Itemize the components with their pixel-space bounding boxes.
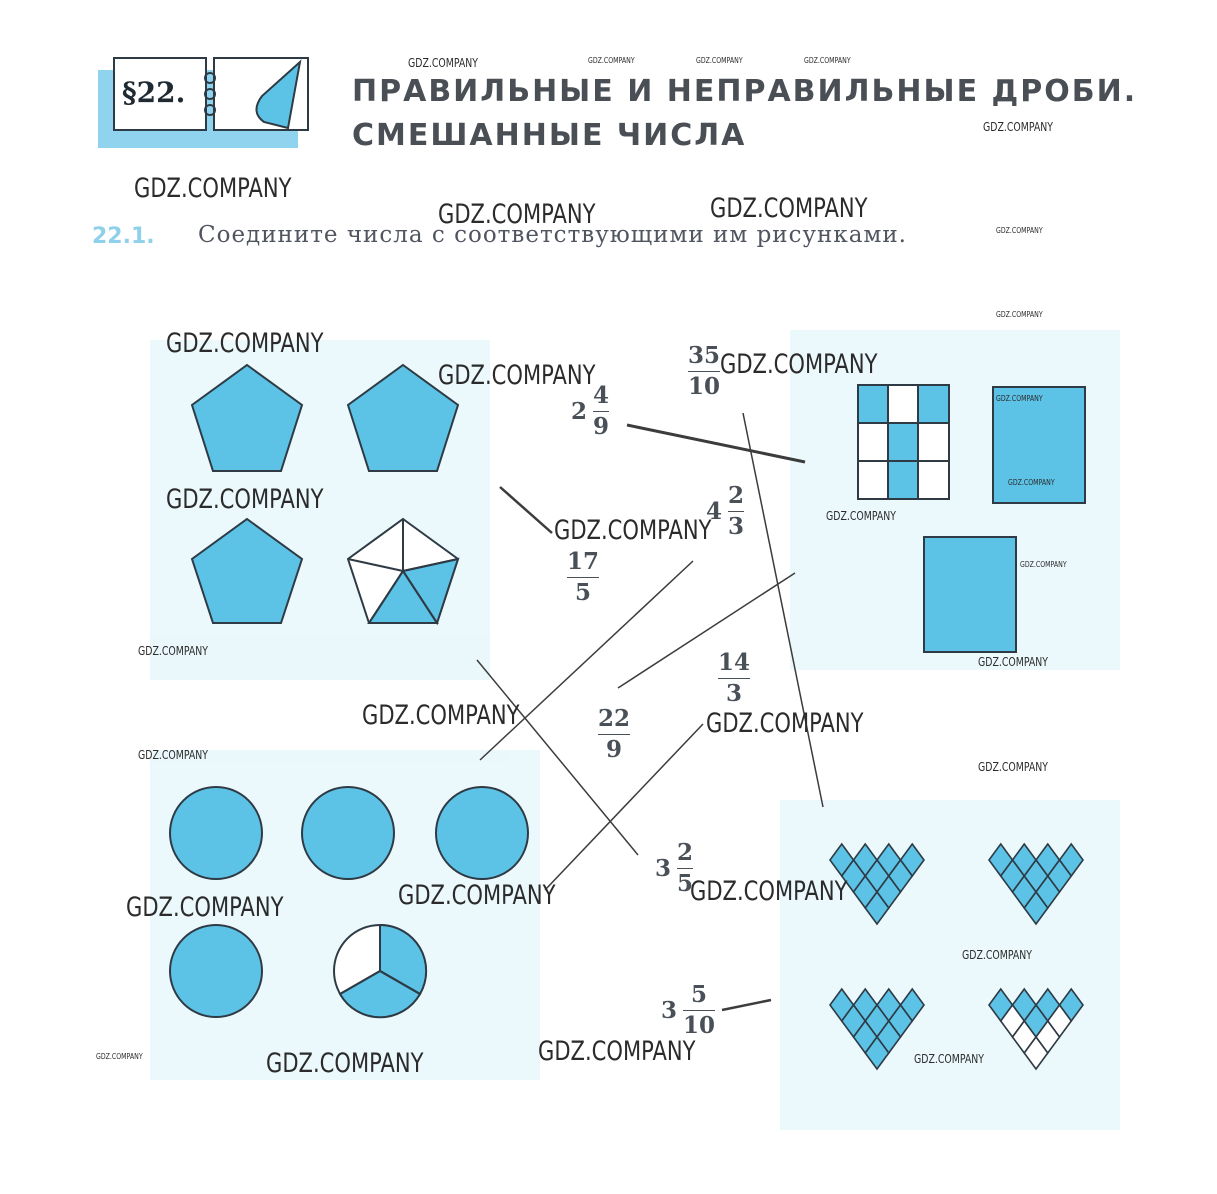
watermark: GDZ.COMPANY: [978, 655, 1049, 669]
background-tint: [150, 330, 1120, 1130]
mixed-3-2-5: [655, 840, 693, 897]
whole-part: 3: [661, 997, 678, 1024]
watermark: GDZ.COMPANY: [538, 1036, 696, 1067]
fraction-bar: [598, 734, 630, 735]
watermark: GDZ.COMPANY: [690, 876, 848, 907]
watermark: GDZ.COMPANY: [438, 360, 596, 391]
numerator: 2: [728, 482, 745, 509]
watermark: GDZ.COMPANY: [996, 394, 1043, 403]
circle-full: [170, 787, 262, 879]
numerator: 4: [593, 382, 610, 409]
watermark: GDZ.COMPANY: [1008, 478, 1055, 487]
fraction-35-10: [688, 343, 720, 400]
watermark: GDZ.COMPANY: [438, 199, 596, 230]
denominator: 9: [606, 736, 623, 763]
circle-full: [302, 787, 394, 879]
denominator: 10: [683, 1012, 716, 1039]
fraction-part: [683, 982, 715, 1039]
numerator: 17: [567, 548, 600, 575]
fraction-bar: [683, 1010, 715, 1011]
fraction-22-9: [598, 706, 630, 763]
watermark: GDZ.COMPANY: [996, 226, 1043, 235]
denominator: 10: [688, 373, 721, 400]
numerator: 22: [598, 705, 631, 732]
watermark: GDZ.COMPANY: [588, 56, 635, 65]
fraction-17-5: [567, 549, 599, 606]
watermark: GDZ.COMPANY: [696, 56, 743, 65]
watermark: GDZ.COMPANY: [978, 760, 1049, 774]
whole-part: 3: [655, 855, 672, 882]
numerator: 14: [718, 649, 751, 676]
numerator: 35: [688, 342, 721, 369]
title-line-2: СМЕШАННЫЕ ЧИСЛА: [352, 118, 747, 153]
fraction-bar: [718, 678, 750, 679]
watermark: GDZ.COMPANY: [166, 328, 324, 359]
page-title: [352, 70, 1137, 158]
fraction-part: [593, 383, 609, 440]
watermark: GDZ.COMPANY: [138, 644, 209, 658]
watermark: GDZ.COMPANY: [138, 748, 209, 762]
watermark: GDZ.COMPANY: [134, 173, 292, 204]
exercise-number: 22.1.: [92, 224, 155, 249]
mixed-4-2-3: [706, 483, 744, 540]
whole-part: 2: [571, 398, 588, 425]
denominator: 5: [677, 870, 694, 897]
connect-line: [627, 425, 805, 462]
fraction-bar: [728, 511, 744, 512]
connect-line: [618, 573, 795, 688]
denominator: 5: [575, 579, 592, 606]
circle-full: [170, 925, 262, 1017]
watermark: GDZ.COMPANY: [408, 56, 479, 70]
title-line-1: ПРАВИЛЬНЫЕ И НЕПРАВИЛЬНЫЕ ДРОБИ.: [352, 74, 1138, 109]
watermark: GDZ.COMPANY: [962, 948, 1033, 962]
grid-rectangle: [858, 385, 949, 499]
numerator: 2: [677, 839, 694, 866]
watermark: GDZ.COMPANY: [362, 700, 520, 731]
watermark: GDZ.COMPANY: [166, 484, 324, 515]
watermark: GDZ.COMPANY: [804, 56, 851, 65]
exercise-instruction: Соедините числа с соответствующими им рисунками.: [198, 222, 907, 248]
watermark: GDZ.COMPANY: [1020, 560, 1067, 569]
mixed-2-4-9: [571, 383, 609, 440]
watermark: GDZ.COMPANY: [826, 509, 897, 523]
denominator: 3: [726, 680, 743, 707]
watermark: GDZ.COMPANY: [96, 1052, 143, 1061]
rectangle-full: [924, 537, 1016, 652]
fraction-part: [728, 483, 744, 540]
watermark: GDZ.COMPANY: [266, 1048, 424, 1079]
fraction-bar: [677, 868, 693, 869]
numerator: 5: [691, 981, 708, 1008]
fraction-bar: [567, 577, 599, 578]
fraction-bar: [688, 371, 720, 372]
watermark: GDZ.COMPANY: [914, 1052, 985, 1066]
watermark: GDZ.COMPANY: [706, 708, 864, 739]
connect-line: [500, 487, 552, 533]
denominator: 3: [728, 513, 745, 540]
fraction-14-3: [718, 650, 750, 707]
watermark: GDZ.COMPANY: [983, 120, 1054, 134]
section-number: §22.: [122, 76, 186, 109]
watermark: GDZ.COMPANY: [554, 515, 712, 546]
watermark: GDZ.COMPANY: [720, 349, 878, 380]
fraction-bar: [593, 411, 609, 412]
circle-full: [436, 787, 528, 879]
watermark: GDZ.COMPANY: [710, 193, 868, 224]
denominator: 9: [593, 413, 610, 440]
watermark: GDZ.COMPANY: [996, 310, 1043, 319]
watermark: GDZ.COMPANY: [126, 892, 284, 923]
whole-part: 4: [706, 498, 723, 525]
mixed-3-5-10: [661, 982, 715, 1039]
watermark: GDZ.COMPANY: [398, 880, 556, 911]
connect-line: [722, 1000, 771, 1010]
circle-partial: [334, 925, 426, 1017]
